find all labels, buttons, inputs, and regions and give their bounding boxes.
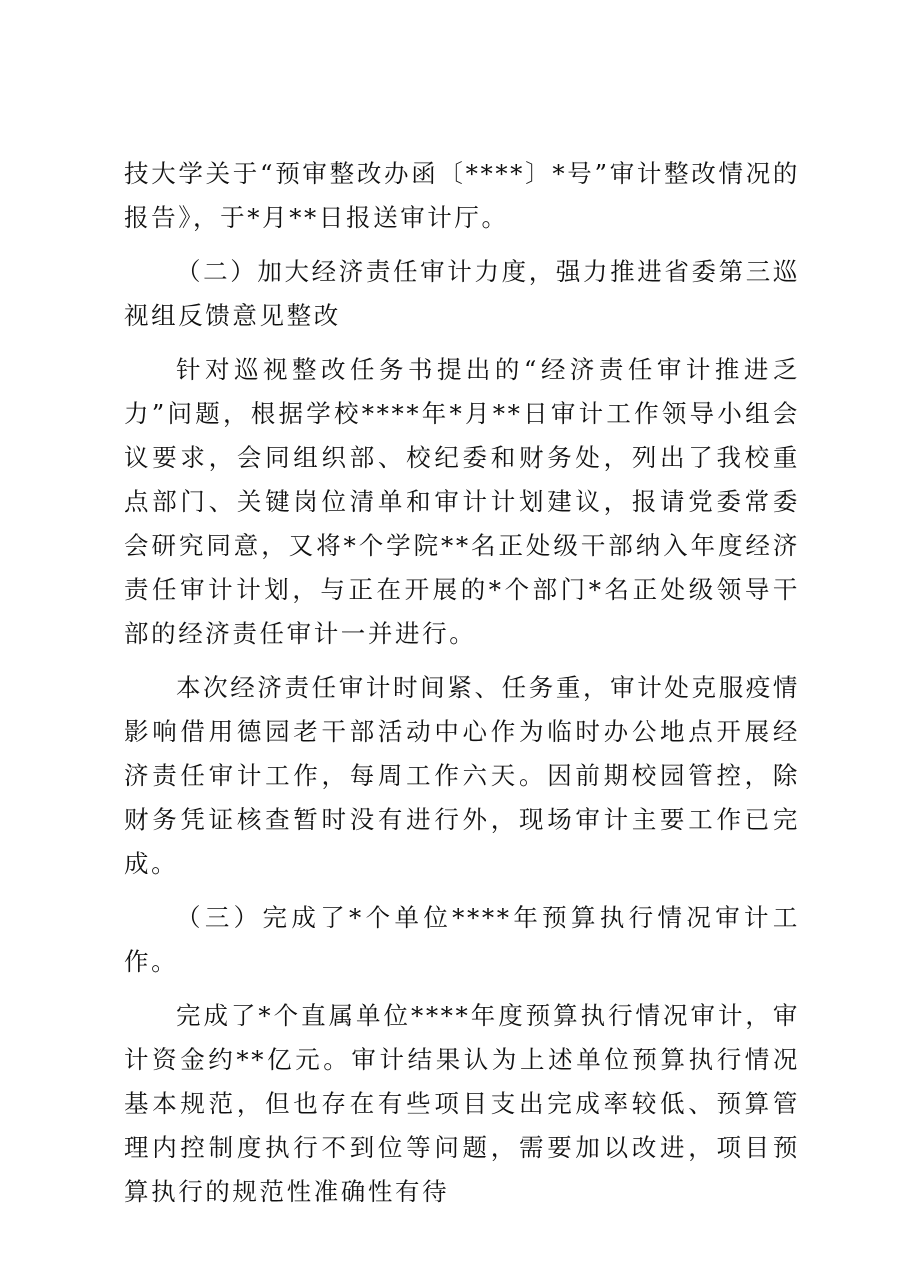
section-heading-economic-audit: （二）加大经济责任审计力度，强力推进省委第三巡视组反馈意见整改 — [124, 257, 800, 330]
section-heading-budget-audit: （三）完成了*个单位****年预算执行情况审计工作。 — [124, 903, 800, 976]
paragraph-budget-audit-results: 完成了*个直属单位****年度预算执行情况审计，审计资金约**亿元。审计结果认为上述单位预算执行情况基本规范，但也存在有些项目支出完成率较低、预算管理内控制度执行不到位等问题，需要加以改进，项目预算执行的规范性准确性有待 — [124, 1001, 800, 1206]
paragraph-report-submission: 技大学关于“预审整改办函〔****〕*号”审计整改情况的报告》，于*月**日报送审计厅。 — [124, 159, 800, 232]
document-page — [124, 152, 800, 1214]
paragraph-audit-progress: 本次经济责任审计时间紧、任务重，审计处克服疫情影响借用德园老干部活动中心作为临时办公地点开展经济责任审计工作，每周工作六天。因前期校园管控，除财务凭证核查暂时没有进行外，现场审计主要工作已完成。 — [124, 673, 800, 878]
paragraph-inspection-rectification: 针对巡视整改任务书提出的“经济责任审计推进乏力”问题，根据学校****年*月**日审计工作领导小组会议要求，会同组织部、校纪委和财务处，列出了我校重点部门、关键岗位清单和审计计划建议，报请党委常委会研究同意，又将*个学院**名正处级干部纳入年度经济责任审计计划，与正在开展的*个部门*名正处级领导干部的经济责任审计一并进行。 — [124, 355, 800, 648]
